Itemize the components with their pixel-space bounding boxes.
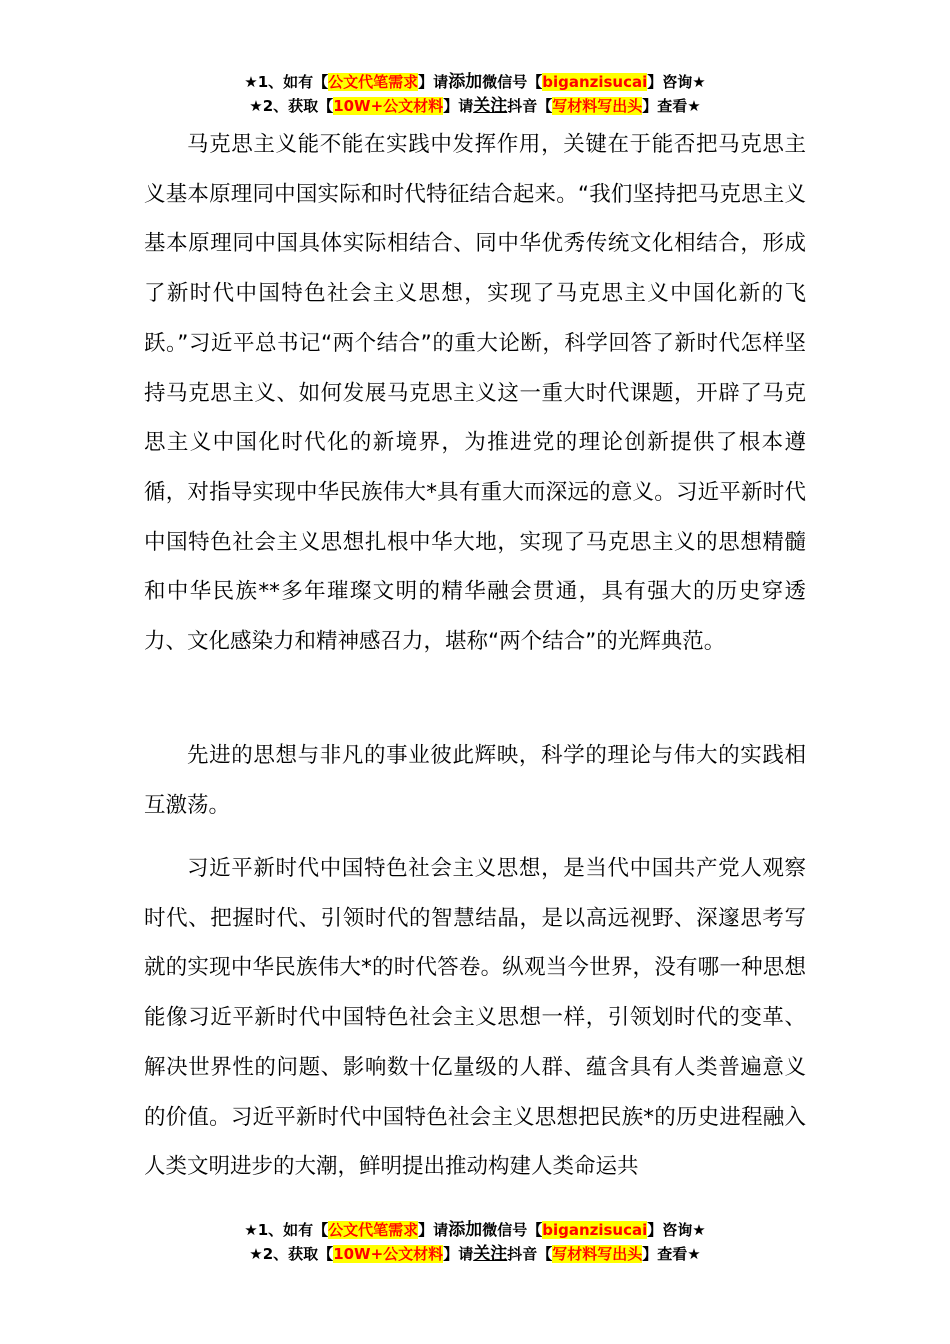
footer-line-2-mid-1: 】请 <box>443 1245 474 1263</box>
header-line-1-emph: 添加 <box>448 72 483 92</box>
header-line-1-highlight-2: biganzisucai <box>542 73 648 91</box>
header-line-2-pre: ★2、获取【 <box>249 97 334 115</box>
footer-line-2-emph: 关注 <box>473 1244 508 1264</box>
header-line-2-highlight-2: 写材料写出头 <box>552 97 643 115</box>
header-line-1-highlight-1: 公文代笔需求 <box>328 73 419 91</box>
footer-line-2-highlight-2: 写材料写出头 <box>552 1245 643 1263</box>
footer-line-1-mid-2: 微信号【 <box>482 1221 543 1239</box>
footer-line-1-mid-1: 】请 <box>418 1221 449 1239</box>
footer-line-2 <box>0 1242 950 1266</box>
footer-line-2-pre: ★2、获取【 <box>249 1245 334 1263</box>
footer-line-1-highlight-1: 公文代笔需求 <box>328 1221 419 1239</box>
header-line-2-mid-1: 】请 <box>443 97 474 115</box>
header-line-1-post: 】咨询★ <box>647 73 706 91</box>
footer-line-1-highlight-2: biganzisucai <box>542 1221 648 1239</box>
footer-line-1 <box>0 1218 950 1242</box>
footer-line-2-highlight-1: 10W+公文材料 <box>333 1245 444 1263</box>
footer-line-1-emph: 添加 <box>448 1220 483 1240</box>
body-paragraph-2: 先进的思想与非凡的事业彼此辉映，科学的理论与伟大的实践相互激荡。 <box>144 743 806 818</box>
header-line-2-emph: 关注 <box>473 96 508 116</box>
footer-line-2-mid-2: 抖音【 <box>507 1245 553 1263</box>
body-paragraph-1: 马克思主义能不能在实践中发挥作用，关键在于能否把马克思主义基本原理同中国实际和时代特征结合起来。“我们坚持把马克思主义基本原理同中国具体实际相结合、同中华优秀传统文化相结合，形成了新时代中国特色社会主义思想，实现了马克思主义中国化新的飞跃。”习近平总书记“两个结合”的重大论断，科学回答了新时代怎样坚持马克思主义、如何发展马克思主义这一重大时代课题，开辟了马克思主义中国化时代化的新境界，为推进党的理论创新提供了根本遵循，对指导实现中华民族伟大*具有重大而深远的意义。习近平新时代中国特色社会主义思想扎根中华大地，实现了马克思主义的思想精髓和中华民族**多年璀璨文明的精华融会贯通，具有强大的历史穿透力、文化感染力和精神感召力，堪称“两个结合”的光辉典范。 <box>144 132 806 655</box>
footer-line-1-post: 】咨询★ <box>647 1221 706 1239</box>
header-line-2-post: 】查看★ <box>642 97 701 115</box>
header-line-1-mid-1: 】请 <box>418 73 449 91</box>
body-paragraph-3: 习近平新时代中国特色社会主义思想，是当代中国共产党人观察时代、把握时代、引领时代的智慧结晶，是以高远视野、深邃思考写就的实现中华民族伟大*的时代答卷。纵观当今世界，没有哪一种思想能像习近平新时代中国特色社会主义思想一样，引领划时代的变革、解决世界性的问题、影响数十亿量级的人群、蕴含具有人类普遍意义的价值。习近平新时代中国特色社会主义思想把民族*的历史进程融入人类文明进步的大潮，鲜明提出推动构建人类命运共 <box>144 856 806 1180</box>
footer-banner <box>0 1218 950 1266</box>
header-line-2-highlight-1: 10W+公文材料 <box>333 97 444 115</box>
header-line-2-mid-2: 抖音【 <box>507 97 553 115</box>
header-line-1 <box>0 70 950 94</box>
footer-line-1-pre: ★1、如有【 <box>244 1221 329 1239</box>
footer-line-2-post: 】查看★ <box>642 1245 701 1263</box>
header-line-2 <box>0 94 950 118</box>
header-line-1-mid-2: 微信号【 <box>482 73 543 91</box>
header-banner <box>0 70 950 118</box>
header-line-1-pre: ★1、如有【 <box>244 73 329 91</box>
